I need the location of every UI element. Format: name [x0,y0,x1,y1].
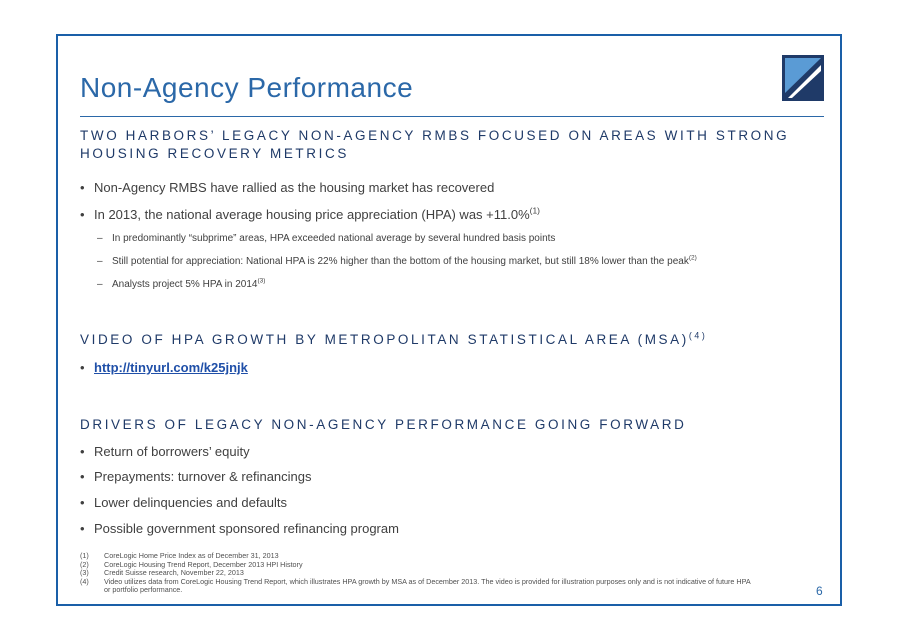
footnote-text: or portfolio performance. [104,585,183,595]
video-link[interactable]: http://tinyurl.com/k25jnjk [94,360,248,375]
footnote-text: Video utilizes data from CoreLogic Housing Trend Report, which illustrates HPA growth by MSA as of December 2013. The video is provided for illustration purposes only and is not indicative of future HPA [104,576,751,586]
footnote-ref: (1) [529,205,540,216]
bullet-dot-icon: • [80,444,85,459]
list-item [80,207,540,222]
sub-item-text: Analysts project 5% HPA in 2014 [112,279,258,290]
bullet-dot-icon: • [80,207,85,222]
title-divider [80,116,824,117]
section-heading-line: HOUSING RECOVERY METRICS [80,146,349,161]
page-title: Non-Agency Performance [80,72,414,103]
list-item [80,521,399,536]
sub-list-item [97,279,265,290]
footnote-text: CoreLogic Housing Trend Report, December 2013 HPI History [104,559,303,569]
footnote-number: (4) [80,576,89,586]
footnote-number: (2) [80,559,89,569]
footnote [80,586,182,595]
bullet-dot-icon: • [80,521,85,536]
bullet-dot-icon: • [80,360,85,375]
section-heading-video [80,331,707,349]
dash-icon: – [97,233,103,244]
bullet-dot-icon: • [80,495,85,510]
dash-icon: – [97,279,103,290]
list-item [80,495,287,510]
section-heading-drivers [80,416,686,434]
list-item [80,180,494,195]
list-item [80,469,312,484]
list-item [80,444,250,459]
footnote-ref: (4) [688,330,708,341]
sub-item-text: Still potential for appreciation: National HPA is 22% higher than the bottom of the housing market, but still 18% lower than the peak [112,256,689,267]
page-number: 6 [816,584,823,598]
footnote-number: (3) [80,568,89,578]
bullet-text: Possible government sponsored refinancing program [94,521,399,536]
sub-item-text: In predominantly “subprime” areas, HPA exceeded national average by several hundred basis points [112,233,556,244]
footnote-number: (1) [80,551,89,560]
sub-list-item [97,256,697,267]
bullet-text: Lower delinquencies and defaults [94,495,287,510]
footnote-text: CoreLogic Home Price Index as of December 31, 2013 [104,551,279,560]
dash-icon: – [97,256,103,267]
footnote-ref: (3) [257,277,266,285]
section-heading-text: DRIVERS OF LEGACY NON-AGENCY PERFORMANCE GOING FORWARD [80,417,687,432]
bullet-text: Prepayments: turnover & refinancings [94,469,312,484]
bullet-text: Non-Agency RMBS have rallied as the housing market has recovered [94,180,495,195]
footnote-text: Credit Suisse research, November 22, 2013 [104,568,244,578]
sub-list-item [97,233,555,244]
list-item [80,360,248,375]
section-heading-legacy-focus [80,127,789,163]
section-heading-text: VIDEO OF HPA GROWTH BY METROPOLITAN STATISTICAL AREA (MSA) [80,332,689,347]
two-harbors-logo-icon [782,55,824,101]
bullet-text: Return of borrowers’ equity [94,444,250,459]
bullet-dot-icon: • [80,469,85,484]
bullet-dot-icon: • [80,180,85,195]
footnote-ref: (2) [688,254,697,262]
bullet-text: In 2013, the national average housing price appreciation (HPA) was +11.0% [94,207,530,222]
section-heading-line: TWO HARBORS’ LEGACY NON-AGENCY RMBS FOCUSED ON AREAS WITH STRONG [80,128,790,143]
